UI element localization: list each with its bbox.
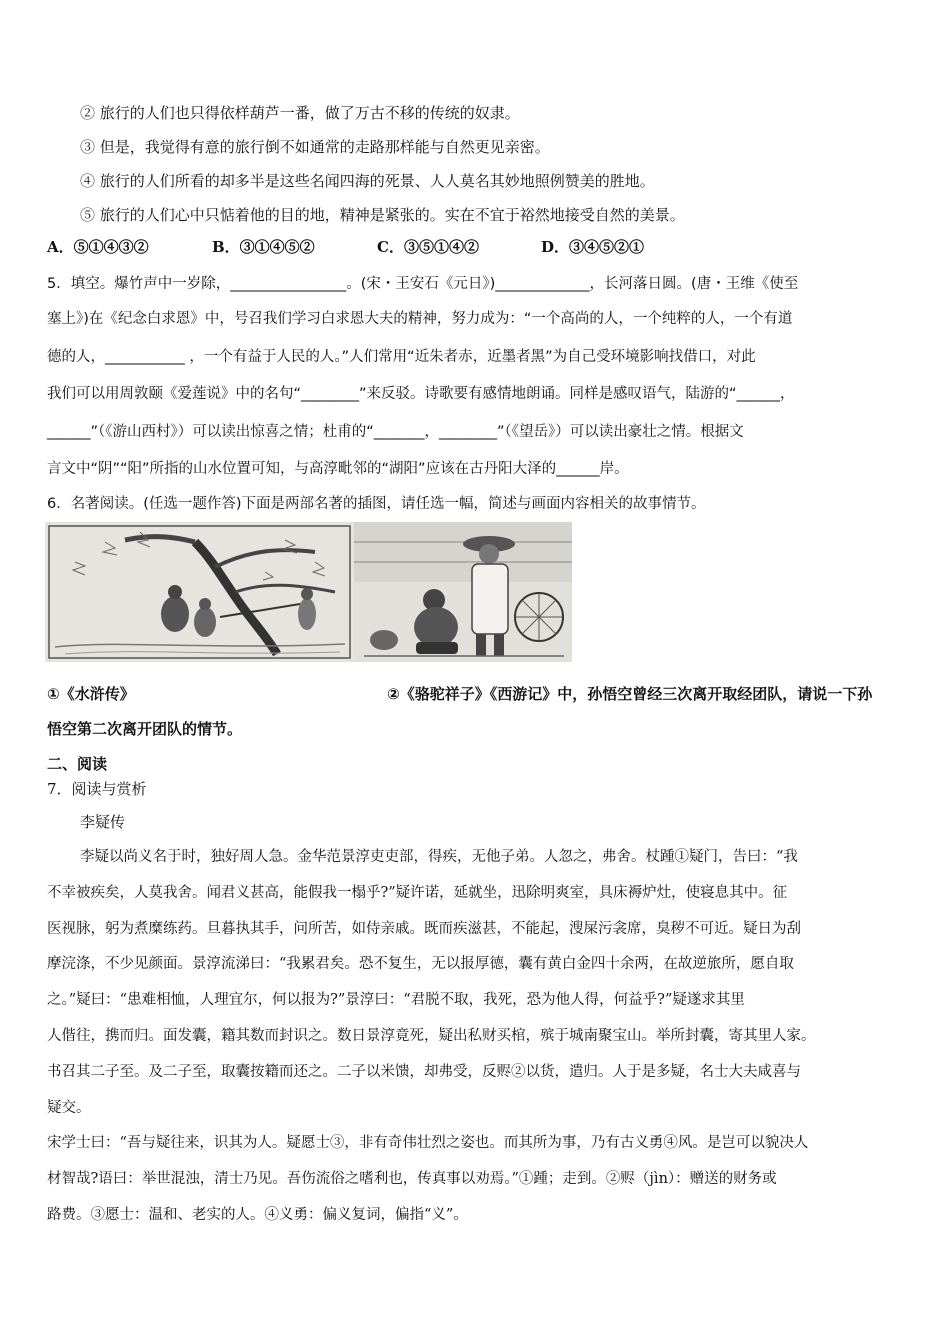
q4-option-d: D．③④⑤②① xyxy=(541,238,645,256)
q4-item-5: ⑤ 旅行的人们心中只惦着他的目的地，精神是紧张的。实在不宜于裕然地接受自然的美景。 xyxy=(80,206,685,224)
q7-passage-line-7: 书召其二子至。及二子至，取囊按籍而还之。二子以米馈，却弗受，反赆②以货，遣归。人于是多疑，名士大夫咸喜与 xyxy=(47,1064,801,1080)
q6-caption-left: ①《水浒传》 xyxy=(47,685,135,703)
q4-item-4: ④ 旅行的人们所看的却多半是这些名闻四海的死景、人人莫名其妙地照例赞美的胜地。 xyxy=(80,172,655,190)
q5-line-5: ______”（《游山西村》）可以读出惊喜之情；杜甫的“_______，________”（《望岳》）可以读出豪壮之情。根据文 xyxy=(47,424,744,440)
q7-comment-line-3: 路费。③愿士：温和、老实的人。④义勇：偏义复词，偏指“义”。 xyxy=(47,1207,468,1223)
q5-line-4: 我们可以用周敦颐《爱莲说》中的名句“________”来反驳。诗歌要有感情地朗诵。同样是感叹语气，陆游的“______， xyxy=(47,386,795,402)
q7-passage-line-5: 之。”疑曰：“患难相恤，人理宜尔，何以报为?”景淳曰：“君脱不取，我死，恐为他人得，何益乎?”疑遂求其里 xyxy=(47,992,745,1008)
water-margin-illustration xyxy=(45,522,354,662)
q7-passage-line-8: 疑交。 xyxy=(47,1100,91,1116)
q7-passage-line-2: 不幸被疾矣，人莫我舍。闻君义甚高，能假我一榻乎?”疑许诺，延就坐，迅除明爽室，具床褥炉灶，使寝息其中。征 xyxy=(47,885,788,901)
q4-option-a: A．⑤①④③② xyxy=(47,238,149,256)
section-2-heading: 二、阅读 xyxy=(47,755,108,773)
q4-option-b: B．③①④⑤② xyxy=(212,238,315,256)
q7-comment-line-2: 材智哉?语曰：举世混浊，清士乃见。吾伤流俗之嗜利也，传真事以劝焉。”①踵；走到。②赆（jìn）：赠送的财务或 xyxy=(47,1171,777,1187)
q7-passage-line-6: 人偕往，携而归。面发囊，籍其数而封识之。数日景淳竟死，疑出私财买棺，殡于城南聚宝山。举所封囊，寄其里人家。 xyxy=(47,1028,816,1044)
q7-comment-line-1: 宋学士曰：“吾与疑往来，识其为人。疑愿士③，非有奇伟壮烈之姿也。而其所为事，乃有古义勇④风。是岂可以貌决人 xyxy=(47,1135,809,1151)
q7-passage-title: 李疑传 xyxy=(80,813,126,831)
q4-item-3: ③ 但是，我觉得有意的旅行倒不如通常的走路那样能与自然更见亲密。 xyxy=(80,138,550,156)
q4-option-c: C．③⑤①④② xyxy=(377,238,479,256)
q7-passage-line-4: 摩浣涤，不少见颜面。景淳流涕曰：“我累君矣。恐不复生，无以报厚德，囊有黄白金四十余两，在故逆旅所，愿自取 xyxy=(47,956,794,972)
q7-title: 7．阅读与赏析 xyxy=(47,780,147,798)
camel-xiangzi-illustration xyxy=(354,522,572,662)
q5-line-3: 德的人，___________ ，一个有益于人民的人。”人们常用“近朱者赤，近墨者黑”为自己受环境影响找借口，对此 xyxy=(47,349,756,365)
q6-caption-right-cont: 悟空第二次离开团队的情节。 xyxy=(47,720,243,738)
q6-caption-right: ②《骆驼祥子》《西游记》中，孙悟空曾经三次离开取经团队，请说一下孙 xyxy=(387,685,873,703)
q5-line-6: 言文中“阴”“阳”所指的山水位置可知，与高淳毗邻的“湖阳”应该在古丹阳大泽的______岸。 xyxy=(47,461,629,477)
q5-line-1: 5．填空。爆竹声中一岁除，________________。(宋・王安石《元日》)_____________，长河落日圆。(唐・王维《使至 xyxy=(47,276,799,292)
q5-line-2: 塞上》)在《纪念白求恩》中，号召我们学习白求恩大夫的精神，努力成为：“一个高尚的人，一个纯粹的人，一个有道 xyxy=(47,311,793,327)
q7-passage-line-1: 李疑以尚义名于时，独好周人急。金华范景淳吏吏部，得疾，无他子弟。人忽之，弗舍。杖踵①疑门，告曰：“我 xyxy=(80,849,798,865)
q4-item-2: ② 旅行的人们也只得依样葫芦一番，做了万古不移的传统的奴隶。 xyxy=(80,104,520,122)
q6-title: 6．名著阅读。(任选一题作答)下面是两部名著的插图，请任选一幅，简述与画面内容相关的故事情节。 xyxy=(47,496,706,512)
q7-passage-line-3: 医视脉，躬为煮糜练药。旦暮执其手，问所苦，如侍亲戚。既而疾滋甚，不能起，溲屎污衾席，臭秽不可近。疑日为刮 xyxy=(47,921,801,937)
